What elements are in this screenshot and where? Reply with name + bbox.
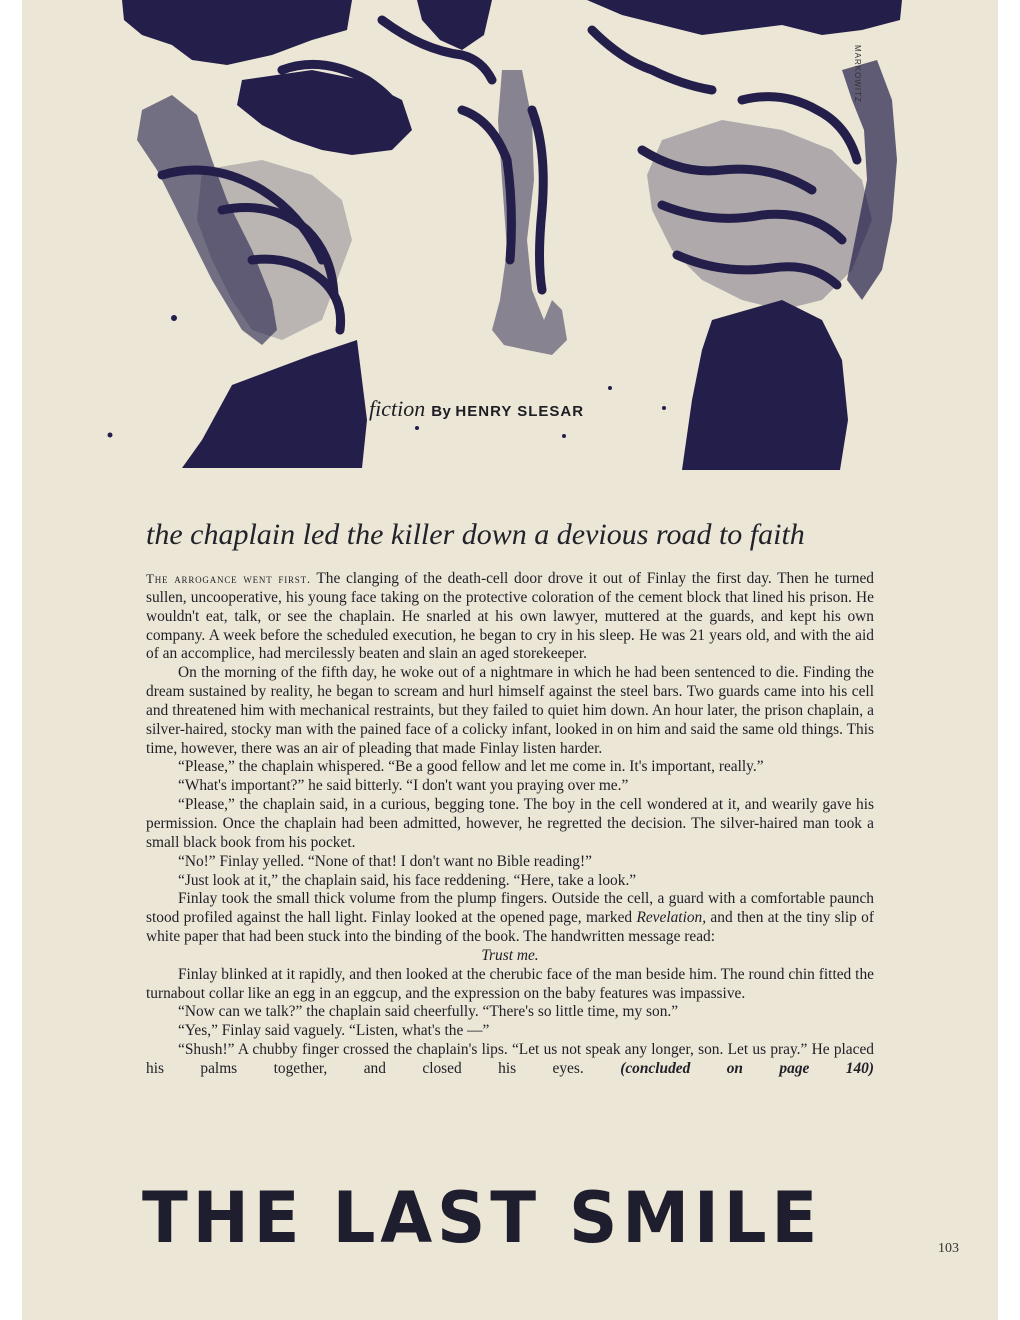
story-paragraph xyxy=(146,1041,874,1079)
story-paragraph-text: The clanging of the death-cell door drove it out of Finlay the first day. Then he turned sullen, uncooperative, his young face taking on the protective coloration of the cement block that lined his prison. He wouldn't eat, talk, or see the chaplain. He snarled at his own lawyer, muttered at the guards, and kept his own company. A week before the scheduled execution, he began to cry in his sleep. He was 21 years old, and with the aid of an accomplice, had mercilessly beaten and slain an aged storekeeper. xyxy=(146,570,874,663)
story-paragraph: “No!” Finlay yelled. “None of that! I don't want no Bible reading!” xyxy=(178,852,592,870)
book-name: Revelation, xyxy=(636,909,707,927)
story-lead-in: The arrogance went first. xyxy=(146,571,311,586)
story-subtitle: the chaplain led the killer down a devious road to faith xyxy=(146,518,805,551)
continued-note: (concluded on page 140) xyxy=(620,1059,874,1077)
story-paragraph: “Just look at it,” the chaplain said, his face reddening. “Here, take a look.” xyxy=(178,871,637,889)
story-paragraph: “Yes,” Finlay said vaguely. “Listen, what's the —” xyxy=(178,1022,490,1040)
story-body xyxy=(146,570,874,1079)
ink-top-left xyxy=(122,0,352,65)
story-paragraph: “Please,” the chaplain whispered. “Be a good fellow and let me come in. It's important, really.” xyxy=(178,758,764,776)
handwritten-message: Trust me. xyxy=(481,946,539,964)
ink-stroke-top-right xyxy=(592,30,712,90)
page-number: 103 xyxy=(938,1241,959,1256)
story-paragraph: Finlay blinked at it rapidly, and then looked at the cherubic face of the man beside him. The round chin fitted the turnabout collar like an egg in an eggcup, and the expression on the baby features was impassive. xyxy=(146,965,874,1002)
byline-label: fiction xyxy=(369,396,426,421)
story-paragraph-text: “Shush!” A chubby finger crossed the chaplain's lips. “Let us not speak any longer, son. Let us pray.” He placed his palms together, and closed his eyes. xyxy=(146,1041,874,1077)
byline-by: By xyxy=(431,403,452,420)
story-paragraph xyxy=(146,890,874,947)
story-paragraph: On the morning of the fifth day, he woke out of a nightmare in which he had been sentenced to die. Finding the dream sustained by reality, he began to scream and hurl himself against the steel bars. Two guards came into his cell and threatened him with mechanical restraints, but they failed to quiet him down. An hour later, the prison chaplain, a silver-haired, stocky man with the pained face of a colicky infant, looked in on him and said the same old things. This time, however, there was an air of pleading that made Finlay listen harder. xyxy=(146,664,874,757)
story-paragraph: “Now can we talk?” the chaplain said cheerfully. “There's so little time, my son.” xyxy=(178,1003,679,1021)
story-paragraph-text: Finlay took the small thick volume from the plump fingers. Outside the cell, a guard with a comfortable paunch stood profiled against the hall light. Finlay looked at the opened page, marked xyxy=(146,890,874,927)
story-paragraph: “Please,” the chaplain said, in a curious, begging tone. The boy in the cell wondered at it, and wearily gave his permission. Once the chaplain had been admitted, however, he regretted the decision. The silver-haired man took a small black book from his pocket. xyxy=(146,796,874,851)
ink-top-right xyxy=(587,0,902,35)
byline xyxy=(369,396,584,422)
ink-bottom-left xyxy=(182,340,367,468)
story-paragraph xyxy=(146,570,874,664)
story-paragraph-text: and then at the tiny slip of white paper that had been stuck into the binding of the book. The handwritten message read: xyxy=(146,909,874,946)
story-title: THE LAST SMILE xyxy=(142,1177,823,1259)
ink-stroke-center-2 xyxy=(532,110,543,290)
ink-left-hand xyxy=(237,70,412,155)
illustrator-credit: MARKOWITZ xyxy=(853,45,862,103)
magazine-page xyxy=(22,0,998,1320)
story-paragraph: “What's important?” he said bitterly. “I don't want you praying over me.” xyxy=(178,777,629,795)
ink-bottom-right xyxy=(682,300,848,470)
byline-author: HENRY SLESAR xyxy=(455,403,585,420)
